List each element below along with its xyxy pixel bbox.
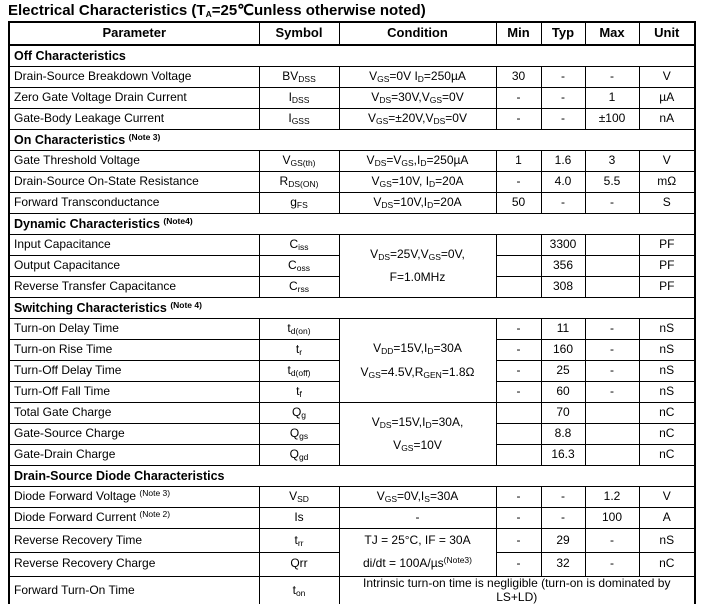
condition-cell: $V_{DD}=15V,I_D=30A$ $V_{GS}=4.5V,R_{GEN}=1.8\Omega$ xyxy=(339,319,496,403)
typ-cell: 32 xyxy=(541,552,585,576)
param-cell: Total Gate Charge xyxy=(9,403,259,424)
min-cell: - xyxy=(496,508,541,529)
condition-cell: $V_{DS}=10V,I_D=20A$ xyxy=(339,193,496,214)
param-cell: Reverse Recovery Charge xyxy=(9,552,259,576)
unit-cell: PF xyxy=(639,277,695,298)
param-cell: Diode Forward Voltage $^{(Note 3)}$ xyxy=(9,487,259,508)
param-cell: Turn-on Delay Time xyxy=(9,319,259,340)
typ-cell: - xyxy=(541,109,585,130)
table-row xyxy=(9,487,695,508)
min-cell: - xyxy=(496,319,541,340)
max-cell: ±100 xyxy=(585,109,639,130)
unit-cell: nS xyxy=(639,319,695,340)
param-cell: Zero Gate Voltage Drain Current xyxy=(9,88,259,109)
condition-cell: $V_{GS}=\pm 20V,V_{DS}=0V$ xyxy=(339,109,496,130)
symbol-cell: $Q_{gd}$ xyxy=(259,445,339,466)
table-row xyxy=(9,319,695,340)
section-row xyxy=(9,214,695,235)
unit-cell: V xyxy=(639,487,695,508)
typ-cell: 25 xyxy=(541,361,585,382)
min-cell: - xyxy=(496,340,541,361)
symbol-cell: $C_{iss}$ xyxy=(259,235,339,256)
unit-cell: PF xyxy=(639,256,695,277)
unit-cell: nC xyxy=(639,424,695,445)
table-row xyxy=(9,508,695,529)
max-cell xyxy=(585,403,639,424)
symbol-cell: $g_{FS}$ xyxy=(259,193,339,214)
min-cell: - xyxy=(496,172,541,193)
table-header-row xyxy=(9,22,695,45)
section-row xyxy=(9,130,695,151)
typ-cell: 3300 xyxy=(541,235,585,256)
typ-cell: - xyxy=(541,193,585,214)
symbol-cell: $t_r$ xyxy=(259,340,339,361)
typ-cell: 160 xyxy=(541,340,585,361)
electrical-characteristics-table xyxy=(8,21,696,604)
symbol-cell: $t_{d(on)}$ xyxy=(259,319,339,340)
min-cell xyxy=(496,403,541,424)
unit-cell: mΩ xyxy=(639,172,695,193)
condition-cell: $V_{DS}=15V,I_D=30A$, $V_{GS}=10V$ xyxy=(339,403,496,466)
max-cell: - xyxy=(585,193,639,214)
min-cell: 1 xyxy=(496,151,541,172)
param-cell: Reverse Recovery Time xyxy=(9,529,259,553)
symbol-cell: $t_{on}$ xyxy=(259,576,339,604)
unit-cell: nC xyxy=(639,403,695,424)
param-cell: Gate-Body Leakage Current xyxy=(9,109,259,130)
max-cell: - xyxy=(585,319,639,340)
table-row xyxy=(9,67,695,88)
symbol-cell: $R_{DS(ON)}$ xyxy=(259,172,339,193)
symbol-cell: $V_{GS(th)}$ xyxy=(259,151,339,172)
param-cell: Forward Transconductance xyxy=(9,193,259,214)
unit-cell: PF xyxy=(639,235,695,256)
max-cell: - xyxy=(585,67,639,88)
unit-cell: nS xyxy=(639,529,695,553)
symbol-cell: $Q_g$ xyxy=(259,403,339,424)
min-cell: - xyxy=(496,88,541,109)
max-cell xyxy=(585,256,639,277)
condition-cell: $V_{GS}=0V,I_S=30A$ xyxy=(339,487,496,508)
min-cell: - xyxy=(496,529,541,553)
param-cell: Turn-Off Delay Time xyxy=(9,361,259,382)
symbol-cell: $I_{DSS}$ xyxy=(259,88,339,109)
symbol-cell: $Q_{gs}$ xyxy=(259,424,339,445)
symbol-cell: Qrr xyxy=(259,552,339,576)
col-header-unit: Unit xyxy=(639,22,695,45)
col-header-parameter: Parameter xyxy=(9,22,259,45)
condition-cell: $V_{GS}=10V$, $I_D=20A$ xyxy=(339,172,496,193)
section-title: Off Characteristics xyxy=(9,45,695,67)
max-cell xyxy=(585,277,639,298)
symbol-cell: Is xyxy=(259,508,339,529)
symbol-cell: $I_{GSS}$ xyxy=(259,109,339,130)
param-cell: Drain-Source Breakdown Voltage xyxy=(9,67,259,88)
param-cell: Forward Turn-On Time xyxy=(9,576,259,604)
min-cell: - xyxy=(496,109,541,130)
col-header-max: Max xyxy=(585,22,639,45)
section-row xyxy=(9,45,695,67)
condition-cell: $V_{DS}=30V,V_{GS}=0V$ xyxy=(339,88,496,109)
typ-cell: 308 xyxy=(541,277,585,298)
table-row xyxy=(9,151,695,172)
unit-cell: nS xyxy=(639,340,695,361)
typ-cell: - xyxy=(541,487,585,508)
min-cell: - xyxy=(496,487,541,508)
param-cell: Gate-Source Charge xyxy=(9,424,259,445)
condition-cell: $V_{DS}=V_{GS},I_D=250\mu A$ xyxy=(339,151,496,172)
table-row xyxy=(9,88,695,109)
max-cell: - xyxy=(585,361,639,382)
typ-cell: - xyxy=(541,508,585,529)
table-row xyxy=(9,529,695,553)
page-title: Electrical Characteristics ($T_A=25℃unless$ otherwise noted) xyxy=(8,2,426,19)
param-cell: Turn-on Rise Time xyxy=(9,340,259,361)
col-header-condition: Condition xyxy=(339,22,496,45)
typ-cell: 11 xyxy=(541,319,585,340)
typ-cell: 1.6 xyxy=(541,151,585,172)
max-cell: 3 xyxy=(585,151,639,172)
param-cell: Drain-Source On-State Resistance xyxy=(9,172,259,193)
typ-cell: - xyxy=(541,67,585,88)
col-header-symbol: Symbol xyxy=(259,22,339,45)
max-cell xyxy=(585,445,639,466)
max-cell xyxy=(585,235,639,256)
table-row xyxy=(9,576,695,604)
typ-cell: 16.3 xyxy=(541,445,585,466)
max-cell: 100 xyxy=(585,508,639,529)
table-row xyxy=(9,109,695,130)
max-cell: - xyxy=(585,552,639,576)
condition-cell: - xyxy=(339,508,496,529)
unit-cell: S xyxy=(639,193,695,214)
table-row xyxy=(9,403,695,424)
unit-cell: nC xyxy=(639,552,695,576)
typ-cell: 60 xyxy=(541,382,585,403)
section-row xyxy=(9,466,695,487)
param-cell: Output Capacitance xyxy=(9,256,259,277)
table-row xyxy=(9,193,695,214)
typ-cell: - xyxy=(541,88,585,109)
max-cell xyxy=(585,424,639,445)
max-cell: 1 xyxy=(585,88,639,109)
unit-cell: nA xyxy=(639,109,695,130)
col-header-min: Min xyxy=(496,22,541,45)
symbol-cell: $V_{SD}$ xyxy=(259,487,339,508)
max-cell: - xyxy=(585,382,639,403)
col-header-typ: Typ xyxy=(541,22,585,45)
condition-cell: TJ = 25°C, IF = 30A di/dt = 100A/µs$^{(Note3)}$ xyxy=(339,529,496,577)
typ-cell: 356 xyxy=(541,256,585,277)
param-cell: Input Capacitance xyxy=(9,235,259,256)
symbol-cell: $C_{rss}$ xyxy=(259,277,339,298)
section-row xyxy=(9,298,695,319)
unit-cell: V xyxy=(639,151,695,172)
param-cell: Reverse Transfer Capacitance xyxy=(9,277,259,298)
note-cell: Intrinsic turn-on time is negligible (turn-on is dominated by LS+LD) xyxy=(339,576,695,604)
min-cell xyxy=(496,445,541,466)
typ-cell: 70 xyxy=(541,403,585,424)
table-row xyxy=(9,235,695,256)
min-cell: - xyxy=(496,361,541,382)
section-title: Drain-Source Diode Characteristics xyxy=(9,466,695,487)
param-cell: Gate Threshold Voltage xyxy=(9,151,259,172)
section-title: On Characteristics $^{(Note 3)}$ xyxy=(9,130,695,151)
min-cell: - xyxy=(496,382,541,403)
symbol-cell: $t_{rr}$ xyxy=(259,529,339,553)
unit-cell: nS xyxy=(639,382,695,403)
min-cell xyxy=(496,235,541,256)
param-cell: Diode Forward Current $^{(Note 2)}$ xyxy=(9,508,259,529)
max-cell: - xyxy=(585,529,639,553)
min-cell: 50 xyxy=(496,193,541,214)
symbol-cell: $t_f$ xyxy=(259,382,339,403)
min-cell xyxy=(496,424,541,445)
unit-cell: nS xyxy=(639,361,695,382)
typ-cell: 8.8 xyxy=(541,424,585,445)
condition-cell: $V_{DS}=25V,V_{GS}=0V$, F=1.0MHz xyxy=(339,235,496,298)
unit-cell: A xyxy=(639,508,695,529)
section-title: Switching Characteristics $^{(Note 4)}$ xyxy=(9,298,695,319)
unit-cell: nC xyxy=(639,445,695,466)
symbol-cell: $C_{oss}$ xyxy=(259,256,339,277)
typ-cell: 4.0 xyxy=(541,172,585,193)
condition-cell: $V_{GS}=0V$ $I_D=250\mu A$ xyxy=(339,67,496,88)
typ-cell: 29 xyxy=(541,529,585,553)
symbol-cell: $t_{d(off)}$ xyxy=(259,361,339,382)
param-cell: Turn-Off Fall Time xyxy=(9,382,259,403)
unit-cell: V xyxy=(639,67,695,88)
min-cell: - xyxy=(496,552,541,576)
max-cell: - xyxy=(585,340,639,361)
min-cell: 30 xyxy=(496,67,541,88)
table-row xyxy=(9,172,695,193)
param-cell: Gate-Drain Charge xyxy=(9,445,259,466)
section-title: Dynamic Characteristics $^{(Note4)}$ xyxy=(9,214,695,235)
max-cell: 5.5 xyxy=(585,172,639,193)
min-cell xyxy=(496,277,541,298)
unit-cell: µA xyxy=(639,88,695,109)
min-cell xyxy=(496,256,541,277)
max-cell: 1.2 xyxy=(585,487,639,508)
symbol-cell: $BV_{DSS}$ xyxy=(259,67,339,88)
